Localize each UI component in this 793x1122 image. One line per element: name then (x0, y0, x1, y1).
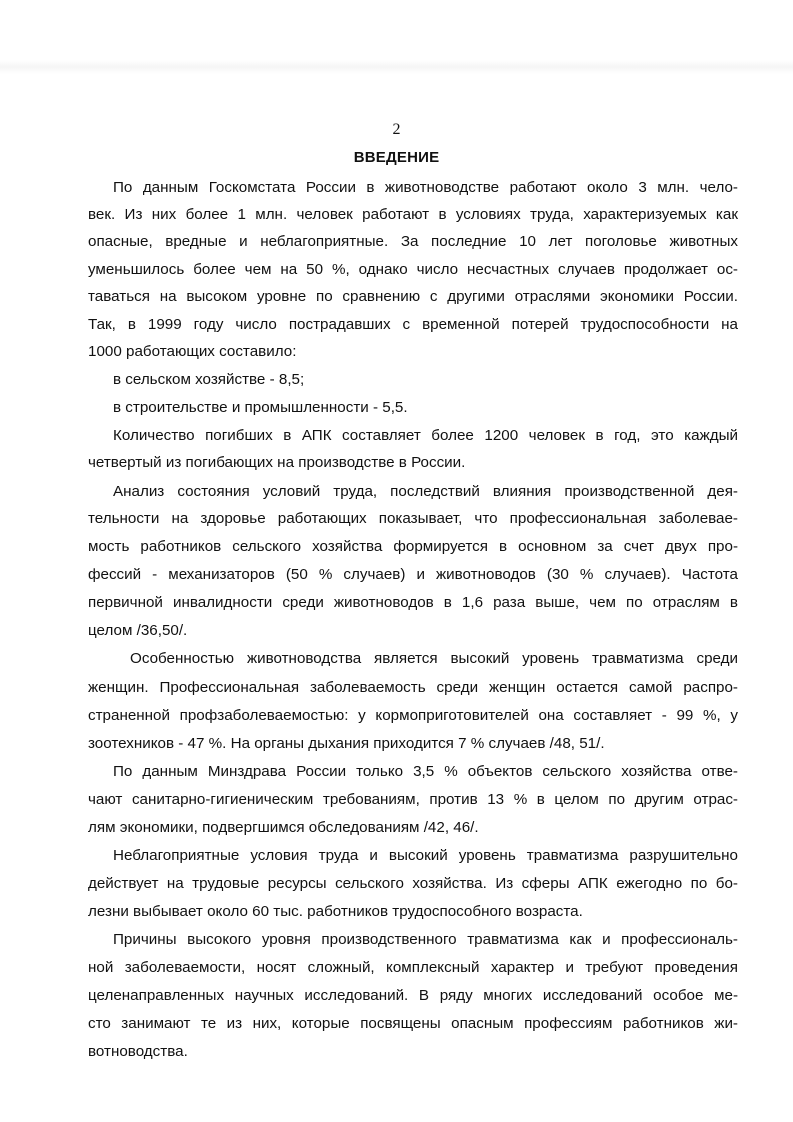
text-line: Количество погибших в АПК составляет более 1200 человек в год, это каждый (113, 427, 738, 444)
text-line: Анализ состояния условий труда, последствий влияния производственной дея- (113, 483, 738, 500)
text-line: век. Из них более 1 млн. человек работают в условиях труда, характеризуемых как (88, 206, 738, 223)
text-line: вотноводства. (88, 1043, 188, 1060)
text-line: четвертый из погибающих на производстве в России. (88, 454, 466, 471)
section-title: ВВЕДЕНИЕ (353, 149, 440, 166)
text-line: мость работников сельского хозяйства формируется в основном за счет двух про- (88, 538, 738, 555)
text-line: Причины высокого уровня производственного травматизма как и профессиональ- (113, 931, 738, 948)
text-line: первичной инвалидности среди животноводов в 1,6 раза выше, чем по отраслям в (88, 594, 738, 611)
text-line: таваться на высоком уровне по сравнению с другими отраслями экономики России. (88, 288, 738, 305)
text-line: Неблагоприятные условия труда и высокий уровень травматизма разрушительно (113, 847, 738, 864)
text-line: Особенностью животноводства является высокий уровень травматизма среди (130, 650, 738, 667)
scan-artifact (0, 60, 793, 74)
text-line: действует на трудовые ресурсы сельского хозяйства. Из сферы АПК ежегодно по бо- (88, 875, 738, 892)
text-line: сто занимают те из них, которые посвящены опасным профессиям работников жи- (88, 1015, 738, 1032)
text-line: в сельском хозяйстве - 8,5; (113, 371, 305, 388)
text-line: чают санитарно-гигиеническим требованиям, против 13 % в целом по другим отрас- (88, 791, 738, 808)
text-line: зоотехников - 47 %. На органы дыхания приходится 7 % случаев /48, 51/. (88, 735, 605, 752)
text-line: опасные, вредные и неблагоприятные. За последние 10 лет поголовье животных (88, 233, 738, 250)
text-line: женщин. Профессиональная заболеваемость среди женщин остается самой распро- (88, 679, 738, 696)
text-line: лям экономики, подвергшимся обследованиям /42, 46/. (88, 819, 479, 836)
text-line: целом /36,50/. (88, 622, 188, 639)
text-line: уменьшилось более чем на 50 %, однако число несчастных случаев продолжает ос- (88, 261, 738, 278)
text-line: Так, в 1999 году число пострадавших с временной потерей трудоспособности на (88, 316, 738, 333)
page-number: 2 (392, 121, 401, 138)
text-line: целенаправленных научных исследований. В ряду многих исследований особое ме- (88, 987, 738, 1004)
text-line: фессий - механизаторов (50 % случаев) и животноводов (30 % случаев). Частота (88, 566, 738, 583)
text-line: лезни выбывает около 60 тыс. работников трудоспособного возраста. (88, 903, 583, 920)
text-line: страненной профзаболеваемостью: у кормоприготовителей она составляет - 99 %, у (88, 707, 738, 724)
text-line: в строительстве и промышленности - 5,5. (113, 399, 408, 416)
text-line: По данным Госкомстата России в животноводстве работают около 3 млн. чело- (113, 179, 738, 196)
text-line: тельности на здоровье работающих показывает, что профессиональная заболевае- (88, 510, 738, 527)
text-line: По данным Минздрава России только 3,5 % объектов сельского хозяйства отве- (113, 763, 738, 780)
text-line: ной заболеваемости, носят сложный, комплексный характер и требуют проведения (88, 959, 738, 976)
text-line: 1000 работающих составило: (88, 343, 297, 360)
